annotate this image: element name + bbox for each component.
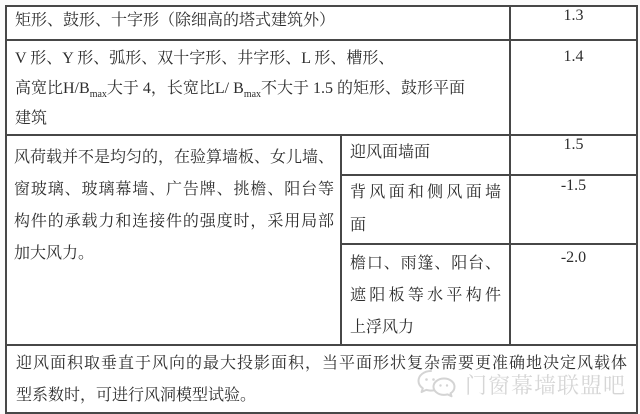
shape-rect-desc-text: 矩形、鼓形、十字形（除细高的塔式建筑外） — [15, 12, 336, 29]
cell-shape-rect-desc — [6, 6, 510, 40]
coefficient-value: 1.4 — [563, 48, 584, 65]
cell-coefficient-value-1 — [510, 6, 637, 40]
shape-vy-desc-line2 — [15, 74, 501, 104]
coefficient-value: 1.3 — [563, 7, 584, 24]
watermark-text: 门窗幕墙联盟吧 — [465, 373, 627, 398]
coefficient-value: -2.0 — [560, 249, 587, 266]
coefficient-value: -1.5 — [560, 177, 587, 194]
shape-vy-desc-line3: 建筑 — [15, 110, 48, 127]
table-row — [6, 135, 637, 175]
ratio-text: 不大于 1.5 的矩形、鼓形平面 — [261, 80, 466, 97]
subscript-max: max — [89, 89, 107, 101]
cell-coefficient-value-4 — [510, 175, 637, 244]
cell-coefficient-value-5 — [510, 244, 637, 345]
footnote-text: 迎风面积取垂直于风向的最大投影面积，当平面形状复杂需要更准确地决定风载体 型系数时，可进行风洞模型试验。 — [16, 355, 628, 404]
coefficient-value: 1.5 — [563, 136, 584, 153]
cell-eaves-uplift-label: 檐口、雨篷、阳台、 遮阳板等水平构件 上浮风力 — [341, 244, 510, 345]
cell-footnote — [6, 345, 637, 413]
subscript-max: max — [243, 89, 262, 101]
ratio-text: 大于 4，长宽比L/ B — [106, 80, 244, 97]
table-row — [6, 345, 637, 413]
ratio-text: 高宽比H/B — [15, 80, 90, 97]
table-row — [6, 6, 637, 40]
cell-coefficient-value-2 — [510, 40, 637, 135]
cell-windward-wall-label: 迎风面墙面 — [341, 135, 510, 175]
cell-local-wind-desc: 风荷载并不是均匀的，在验算墙板、女儿墙、 窗玻璃、玻璃幕墙、广告牌、挑檐、阳台等 构件的承载力和连接件的强度时，采用局部 加大风力。 — [6, 135, 341, 345]
wind-load-shape-coefficient-table — [5, 5, 638, 414]
cell-shape-vy-desc — [6, 40, 510, 135]
cell-coefficient-value-3 — [510, 135, 637, 175]
shape-vy-desc-line1: V 形、Y 形、弧形、双十字形、井字形、L 形、槽形、 — [15, 50, 395, 67]
table-row — [6, 40, 637, 135]
cell-leeward-wall-label: 背风面和侧风面墙 面 — [341, 175, 510, 244]
